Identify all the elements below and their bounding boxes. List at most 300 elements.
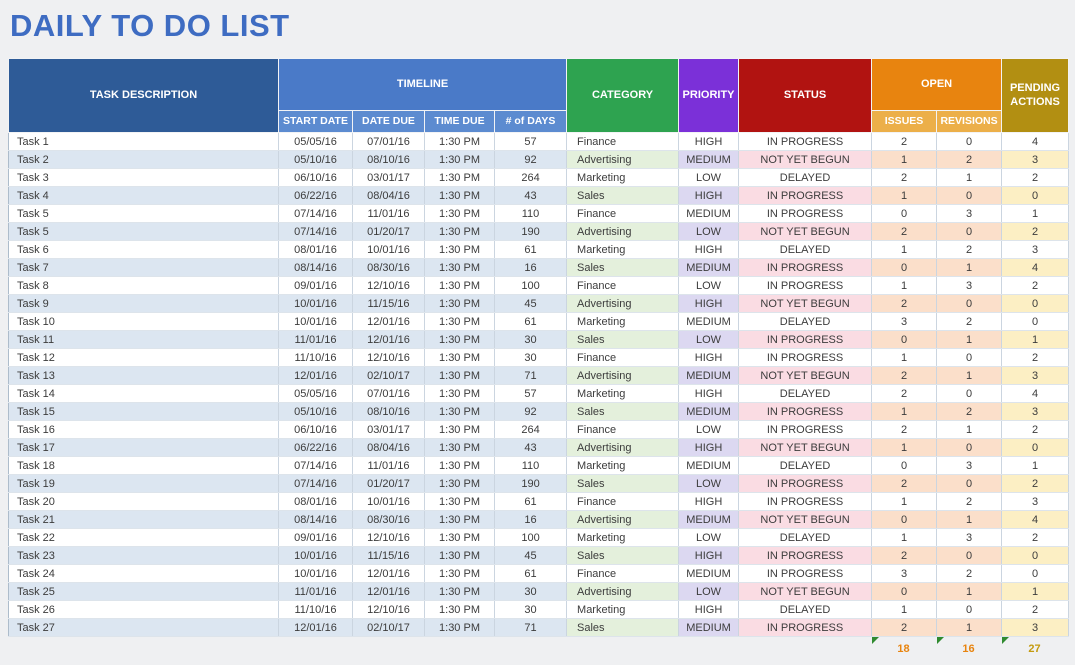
cell-date-due[interactable]: 02/10/17 bbox=[353, 367, 425, 385]
cell-date-due[interactable]: 12/10/16 bbox=[353, 601, 425, 619]
cell-revisions[interactable]: 2 bbox=[937, 313, 1002, 331]
cell-issues[interactable]: 2 bbox=[872, 367, 937, 385]
cell-pending-actions[interactable]: 0 bbox=[1002, 187, 1069, 205]
cell-date-due[interactable]: 08/30/16 bbox=[353, 259, 425, 277]
cell-priority[interactable]: MEDIUM bbox=[679, 205, 739, 223]
total-issues-cell[interactable] bbox=[871, 637, 936, 661]
cell-date-due[interactable]: 03/01/17 bbox=[353, 421, 425, 439]
cell-time-due[interactable]: 1:30 PM bbox=[425, 187, 495, 205]
cell-category[interactable]: Finance bbox=[567, 493, 679, 511]
cell-pending-actions[interactable]: 2 bbox=[1002, 421, 1069, 439]
cell-priority[interactable]: MEDIUM bbox=[679, 259, 739, 277]
cell-date-due[interactable]: 12/01/16 bbox=[353, 583, 425, 601]
cell-category[interactable]: Finance bbox=[567, 205, 679, 223]
cell-num-days[interactable]: 92 bbox=[495, 151, 567, 169]
cell-revisions[interactable]: 0 bbox=[937, 475, 1002, 493]
cell-revisions[interactable]: 0 bbox=[937, 295, 1002, 313]
cell-time-due[interactable]: 1:30 PM bbox=[425, 583, 495, 601]
cell-category[interactable]: Finance bbox=[567, 565, 679, 583]
cell-category[interactable]: Advertising bbox=[567, 223, 679, 241]
cell-date-due[interactable]: 11/15/16 bbox=[353, 547, 425, 565]
cell-category[interactable]: Advertising bbox=[567, 583, 679, 601]
cell-status[interactable]: NOT YET BEGUN bbox=[739, 223, 872, 241]
cell-revisions[interactable]: 2 bbox=[937, 151, 1002, 169]
cell-start-date[interactable]: 10/01/16 bbox=[279, 313, 353, 331]
cell-task-description[interactable]: Task 16 bbox=[9, 421, 279, 439]
cell-category[interactable]: Sales bbox=[567, 259, 679, 277]
cell-task-description[interactable]: Task 1 bbox=[9, 133, 279, 151]
cell-status[interactable]: NOT YET BEGUN bbox=[739, 295, 872, 313]
cell-priority[interactable]: HIGH bbox=[679, 295, 739, 313]
cell-status[interactable]: IN PROGRESS bbox=[739, 259, 872, 277]
cell-time-due[interactable]: 1:30 PM bbox=[425, 511, 495, 529]
cell-category[interactable]: Sales bbox=[567, 403, 679, 421]
cell-pending-actions[interactable]: 0 bbox=[1002, 547, 1069, 565]
cell-priority[interactable]: MEDIUM bbox=[679, 511, 739, 529]
cell-pending-actions[interactable]: 2 bbox=[1002, 169, 1069, 187]
cell-num-days[interactable]: 92 bbox=[495, 403, 567, 421]
cell-status[interactable]: IN PROGRESS bbox=[739, 187, 872, 205]
cell-status[interactable]: IN PROGRESS bbox=[739, 493, 872, 511]
cell-time-due[interactable]: 1:30 PM bbox=[425, 475, 495, 493]
cell-num-days[interactable]: 190 bbox=[495, 475, 567, 493]
cell-time-due[interactable]: 1:30 PM bbox=[425, 385, 495, 403]
cell-revisions[interactable]: 3 bbox=[937, 529, 1002, 547]
cell-priority[interactable]: MEDIUM bbox=[679, 151, 739, 169]
cell-start-date[interactable]: 06/22/16 bbox=[279, 439, 353, 457]
cell-start-date[interactable]: 10/01/16 bbox=[279, 565, 353, 583]
cell-issues[interactable]: 3 bbox=[872, 565, 937, 583]
cell-pending-actions[interactable]: 3 bbox=[1002, 367, 1069, 385]
cell-time-due[interactable]: 1:30 PM bbox=[425, 619, 495, 637]
cell-date-due[interactable]: 12/10/16 bbox=[353, 277, 425, 295]
cell-issues[interactable]: 0 bbox=[872, 259, 937, 277]
cell-start-date[interactable]: 09/01/16 bbox=[279, 277, 353, 295]
cell-time-due[interactable]: 1:30 PM bbox=[425, 529, 495, 547]
cell-date-due[interactable]: 12/01/16 bbox=[353, 565, 425, 583]
cell-date-due[interactable]: 02/10/17 bbox=[353, 619, 425, 637]
cell-task-description[interactable]: Task 21 bbox=[9, 511, 279, 529]
cell-start-date[interactable]: 06/22/16 bbox=[279, 187, 353, 205]
cell-start-date[interactable]: 10/01/16 bbox=[279, 295, 353, 313]
cell-issues[interactable]: 1 bbox=[872, 151, 937, 169]
cell-revisions[interactable]: 0 bbox=[937, 349, 1002, 367]
cell-status[interactable]: DELAYED bbox=[739, 241, 872, 259]
cell-task-description[interactable]: Task 19 bbox=[9, 475, 279, 493]
cell-time-due[interactable]: 1:30 PM bbox=[425, 367, 495, 385]
cell-task-description[interactable]: Task 24 bbox=[9, 565, 279, 583]
cell-start-date[interactable]: 06/10/16 bbox=[279, 169, 353, 187]
cell-time-due[interactable]: 1:30 PM bbox=[425, 241, 495, 259]
cell-num-days[interactable]: 264 bbox=[495, 169, 567, 187]
cell-time-due[interactable]: 1:30 PM bbox=[425, 277, 495, 295]
cell-issues[interactable]: 0 bbox=[872, 205, 937, 223]
cell-pending-actions[interactable]: 0 bbox=[1002, 439, 1069, 457]
cell-num-days[interactable]: 100 bbox=[495, 277, 567, 295]
cell-pending-actions[interactable]: 0 bbox=[1002, 313, 1069, 331]
cell-status[interactable]: NOT YET BEGUN bbox=[739, 151, 872, 169]
cell-category[interactable]: Marketing bbox=[567, 385, 679, 403]
cell-revisions[interactable]: 0 bbox=[937, 385, 1002, 403]
cell-task-description[interactable]: Task 2 bbox=[9, 151, 279, 169]
cell-date-due[interactable]: 08/10/16 bbox=[353, 151, 425, 169]
cell-time-due[interactable]: 1:30 PM bbox=[425, 421, 495, 439]
cell-start-date[interactable]: 10/01/16 bbox=[279, 547, 353, 565]
cell-category[interactable]: Marketing bbox=[567, 601, 679, 619]
cell-pending-actions[interactable]: 3 bbox=[1002, 403, 1069, 421]
cell-time-due[interactable]: 1:30 PM bbox=[425, 295, 495, 313]
cell-time-due[interactable]: 1:30 PM bbox=[425, 205, 495, 223]
cell-start-date[interactable]: 12/01/16 bbox=[279, 619, 353, 637]
cell-num-days[interactable]: 61 bbox=[495, 241, 567, 259]
cell-num-days[interactable]: 61 bbox=[495, 565, 567, 583]
cell-priority[interactable]: LOW bbox=[679, 223, 739, 241]
cell-priority[interactable]: HIGH bbox=[679, 133, 739, 151]
cell-time-due[interactable]: 1:30 PM bbox=[425, 457, 495, 475]
cell-status[interactable]: DELAYED bbox=[739, 385, 872, 403]
cell-start-date[interactable]: 08/01/16 bbox=[279, 493, 353, 511]
cell-num-days[interactable]: 16 bbox=[495, 511, 567, 529]
cell-num-days[interactable]: 30 bbox=[495, 583, 567, 601]
cell-priority[interactable]: LOW bbox=[679, 169, 739, 187]
cell-issues[interactable]: 1 bbox=[872, 241, 937, 259]
cell-revisions[interactable]: 1 bbox=[937, 259, 1002, 277]
cell-date-due[interactable]: 07/01/16 bbox=[353, 385, 425, 403]
cell-revisions[interactable]: 1 bbox=[937, 367, 1002, 385]
cell-pending-actions[interactable]: 2 bbox=[1002, 223, 1069, 241]
cell-revisions[interactable]: 1 bbox=[937, 169, 1002, 187]
cell-start-date[interactable]: 05/05/16 bbox=[279, 133, 353, 151]
cell-pending-actions[interactable]: 3 bbox=[1002, 493, 1069, 511]
cell-revisions[interactable]: 0 bbox=[937, 133, 1002, 151]
cell-category[interactable]: Marketing bbox=[567, 313, 679, 331]
cell-status[interactable]: IN PROGRESS bbox=[739, 475, 872, 493]
cell-revisions[interactable]: 0 bbox=[937, 223, 1002, 241]
cell-category[interactable]: Advertising bbox=[567, 151, 679, 169]
cell-category[interactable]: Marketing bbox=[567, 457, 679, 475]
cell-priority[interactable]: MEDIUM bbox=[679, 403, 739, 421]
cell-category[interactable]: Sales bbox=[567, 331, 679, 349]
cell-time-due[interactable]: 1:30 PM bbox=[425, 403, 495, 421]
cell-date-due[interactable]: 12/10/16 bbox=[353, 529, 425, 547]
cell-num-days[interactable]: 30 bbox=[495, 349, 567, 367]
cell-revisions[interactable]: 0 bbox=[937, 601, 1002, 619]
cell-priority[interactable]: MEDIUM bbox=[679, 565, 739, 583]
cell-date-due[interactable]: 07/01/16 bbox=[353, 133, 425, 151]
cell-pending-actions[interactable]: 3 bbox=[1002, 241, 1069, 259]
cell-pending-actions[interactable]: 1 bbox=[1002, 583, 1069, 601]
cell-task-description[interactable]: Task 17 bbox=[9, 439, 279, 457]
cell-status[interactable]: IN PROGRESS bbox=[739, 133, 872, 151]
cell-task-description[interactable]: Task 18 bbox=[9, 457, 279, 475]
cell-status[interactable]: NOT YET BEGUN bbox=[739, 439, 872, 457]
cell-priority[interactable]: LOW bbox=[679, 583, 739, 601]
cell-date-due[interactable]: 08/04/16 bbox=[353, 439, 425, 457]
cell-issues[interactable]: 1 bbox=[872, 529, 937, 547]
cell-num-days[interactable]: 45 bbox=[495, 295, 567, 313]
cell-priority[interactable]: LOW bbox=[679, 421, 739, 439]
cell-pending-actions[interactable]: 4 bbox=[1002, 133, 1069, 151]
cell-start-date[interactable]: 07/14/16 bbox=[279, 223, 353, 241]
cell-status[interactable]: DELAYED bbox=[739, 529, 872, 547]
cell-time-due[interactable]: 1:30 PM bbox=[425, 493, 495, 511]
cell-status[interactable]: DELAYED bbox=[739, 457, 872, 475]
cell-start-date[interactable]: 11/10/16 bbox=[279, 349, 353, 367]
cell-category[interactable]: Advertising bbox=[567, 367, 679, 385]
cell-category[interactable]: Finance bbox=[567, 421, 679, 439]
cell-priority[interactable]: HIGH bbox=[679, 601, 739, 619]
cell-issues[interactable]: 1 bbox=[872, 277, 937, 295]
cell-task-description[interactable]: Task 22 bbox=[9, 529, 279, 547]
cell-revisions[interactable]: 1 bbox=[937, 511, 1002, 529]
cell-task-description[interactable]: Task 7 bbox=[9, 259, 279, 277]
cell-num-days[interactable]: 43 bbox=[495, 187, 567, 205]
cell-revisions[interactable]: 1 bbox=[937, 421, 1002, 439]
cell-status[interactable]: NOT YET BEGUN bbox=[739, 367, 872, 385]
cell-issues[interactable]: 2 bbox=[872, 619, 937, 637]
cell-issues[interactable]: 2 bbox=[872, 421, 937, 439]
cell-date-due[interactable]: 08/30/16 bbox=[353, 511, 425, 529]
cell-task-description[interactable]: Task 20 bbox=[9, 493, 279, 511]
cell-status[interactable]: IN PROGRESS bbox=[739, 619, 872, 637]
cell-num-days[interactable]: 71 bbox=[495, 367, 567, 385]
cell-start-date[interactable]: 07/14/16 bbox=[279, 457, 353, 475]
cell-category[interactable]: Finance bbox=[567, 349, 679, 367]
cell-revisions[interactable]: 1 bbox=[937, 583, 1002, 601]
cell-start-date[interactable]: 12/01/16 bbox=[279, 367, 353, 385]
cell-priority[interactable]: MEDIUM bbox=[679, 313, 739, 331]
cell-task-description[interactable]: Task 26 bbox=[9, 601, 279, 619]
cell-num-days[interactable]: 110 bbox=[495, 457, 567, 475]
cell-revisions[interactable]: 2 bbox=[937, 493, 1002, 511]
cell-start-date[interactable]: 09/01/16 bbox=[279, 529, 353, 547]
cell-num-days[interactable]: 61 bbox=[495, 313, 567, 331]
cell-date-due[interactable]: 08/10/16 bbox=[353, 403, 425, 421]
cell-issues[interactable]: 1 bbox=[872, 439, 937, 457]
cell-category[interactable]: Sales bbox=[567, 475, 679, 493]
cell-status[interactable]: IN PROGRESS bbox=[739, 331, 872, 349]
cell-time-due[interactable]: 1:30 PM bbox=[425, 331, 495, 349]
cell-issues[interactable]: 0 bbox=[872, 511, 937, 529]
cell-priority[interactable]: HIGH bbox=[679, 385, 739, 403]
cell-category[interactable]: Advertising bbox=[567, 511, 679, 529]
cell-task-description[interactable]: Task 4 bbox=[9, 187, 279, 205]
cell-start-date[interactable]: 11/01/16 bbox=[279, 331, 353, 349]
cell-revisions[interactable]: 0 bbox=[937, 439, 1002, 457]
cell-status[interactable]: DELAYED bbox=[739, 313, 872, 331]
cell-date-due[interactable]: 10/01/16 bbox=[353, 493, 425, 511]
cell-status[interactable]: IN PROGRESS bbox=[739, 349, 872, 367]
cell-pending-actions[interactable]: 0 bbox=[1002, 295, 1069, 313]
cell-revisions[interactable]: 3 bbox=[937, 205, 1002, 223]
cell-priority[interactable]: HIGH bbox=[679, 547, 739, 565]
cell-revisions[interactable]: 3 bbox=[937, 277, 1002, 295]
cell-revisions[interactable]: 0 bbox=[937, 187, 1002, 205]
cell-priority[interactable]: MEDIUM bbox=[679, 619, 739, 637]
cell-priority[interactable]: HIGH bbox=[679, 439, 739, 457]
cell-pending-actions[interactable]: 2 bbox=[1002, 475, 1069, 493]
cell-issues[interactable]: 1 bbox=[872, 403, 937, 421]
cell-time-due[interactable]: 1:30 PM bbox=[425, 349, 495, 367]
cell-issues[interactable]: 2 bbox=[872, 475, 937, 493]
cell-num-days[interactable]: 45 bbox=[495, 547, 567, 565]
cell-category[interactable]: Sales bbox=[567, 187, 679, 205]
cell-issues[interactable]: 1 bbox=[872, 187, 937, 205]
cell-category[interactable]: Advertising bbox=[567, 295, 679, 313]
cell-start-date[interactable]: 08/01/16 bbox=[279, 241, 353, 259]
cell-status[interactable]: IN PROGRESS bbox=[739, 421, 872, 439]
cell-time-due[interactable]: 1:30 PM bbox=[425, 547, 495, 565]
cell-status[interactable]: NOT YET BEGUN bbox=[739, 511, 872, 529]
cell-pending-actions[interactable]: 1 bbox=[1002, 331, 1069, 349]
cell-time-due[interactable]: 1:30 PM bbox=[425, 313, 495, 331]
cell-time-due[interactable]: 1:30 PM bbox=[425, 601, 495, 619]
cell-issues[interactable]: 1 bbox=[872, 601, 937, 619]
total-revisions-cell[interactable] bbox=[936, 637, 1001, 661]
cell-pending-actions[interactable]: 0 bbox=[1002, 565, 1069, 583]
cell-category[interactable]: Advertising bbox=[567, 439, 679, 457]
cell-revisions[interactable]: 2 bbox=[937, 565, 1002, 583]
cell-start-date[interactable]: 05/10/16 bbox=[279, 403, 353, 421]
cell-task-description[interactable]: Task 5 bbox=[9, 223, 279, 241]
cell-category[interactable]: Finance bbox=[567, 277, 679, 295]
cell-start-date[interactable]: 05/10/16 bbox=[279, 151, 353, 169]
cell-status[interactable]: IN PROGRESS bbox=[739, 547, 872, 565]
cell-time-due[interactable]: 1:30 PM bbox=[425, 133, 495, 151]
cell-pending-actions[interactable]: 2 bbox=[1002, 529, 1069, 547]
cell-category[interactable]: Marketing bbox=[567, 241, 679, 259]
cell-category[interactable]: Sales bbox=[567, 547, 679, 565]
cell-time-due[interactable]: 1:30 PM bbox=[425, 151, 495, 169]
cell-time-due[interactable]: 1:30 PM bbox=[425, 259, 495, 277]
cell-revisions[interactable]: 2 bbox=[937, 241, 1002, 259]
cell-date-due[interactable]: 10/01/16 bbox=[353, 241, 425, 259]
cell-category[interactable]: Finance bbox=[567, 133, 679, 151]
cell-issues[interactable]: 2 bbox=[872, 133, 937, 151]
cell-task-description[interactable]: Task 23 bbox=[9, 547, 279, 565]
cell-start-date[interactable]: 07/14/16 bbox=[279, 205, 353, 223]
cell-priority[interactable]: HIGH bbox=[679, 349, 739, 367]
cell-num-days[interactable]: 16 bbox=[495, 259, 567, 277]
cell-pending-actions[interactable]: 2 bbox=[1002, 349, 1069, 367]
cell-num-days[interactable]: 57 bbox=[495, 385, 567, 403]
cell-issues[interactable]: 2 bbox=[872, 223, 937, 241]
cell-start-date[interactable]: 11/01/16 bbox=[279, 583, 353, 601]
cell-status[interactable]: NOT YET BEGUN bbox=[739, 583, 872, 601]
cell-task-description[interactable]: Task 12 bbox=[9, 349, 279, 367]
cell-task-description[interactable]: Task 25 bbox=[9, 583, 279, 601]
cell-status[interactable]: IN PROGRESS bbox=[739, 277, 872, 295]
cell-task-description[interactable]: Task 6 bbox=[9, 241, 279, 259]
cell-start-date[interactable]: 08/14/16 bbox=[279, 259, 353, 277]
cell-priority[interactable]: HIGH bbox=[679, 241, 739, 259]
cell-issues[interactable]: 1 bbox=[872, 493, 937, 511]
cell-num-days[interactable]: 100 bbox=[495, 529, 567, 547]
cell-category[interactable]: Marketing bbox=[567, 169, 679, 187]
cell-priority[interactable]: LOW bbox=[679, 475, 739, 493]
cell-num-days[interactable]: 71 bbox=[495, 619, 567, 637]
cell-start-date[interactable]: 06/10/16 bbox=[279, 421, 353, 439]
cell-num-days[interactable]: 110 bbox=[495, 205, 567, 223]
cell-priority[interactable]: MEDIUM bbox=[679, 457, 739, 475]
cell-start-date[interactable]: 07/14/16 bbox=[279, 475, 353, 493]
cell-date-due[interactable]: 11/01/16 bbox=[353, 205, 425, 223]
cell-pending-actions[interactable]: 3 bbox=[1002, 619, 1069, 637]
cell-pending-actions[interactable]: 4 bbox=[1002, 385, 1069, 403]
cell-pending-actions[interactable]: 2 bbox=[1002, 601, 1069, 619]
cell-status[interactable]: DELAYED bbox=[739, 601, 872, 619]
cell-num-days[interactable]: 264 bbox=[495, 421, 567, 439]
cell-date-due[interactable]: 11/15/16 bbox=[353, 295, 425, 313]
cell-date-due[interactable]: 11/01/16 bbox=[353, 457, 425, 475]
cell-task-description[interactable]: Task 5 bbox=[9, 205, 279, 223]
cell-num-days[interactable]: 43 bbox=[495, 439, 567, 457]
cell-num-days[interactable]: 190 bbox=[495, 223, 567, 241]
cell-pending-actions[interactable]: 2 bbox=[1002, 277, 1069, 295]
cell-issues[interactable]: 1 bbox=[872, 349, 937, 367]
cell-num-days[interactable]: 30 bbox=[495, 331, 567, 349]
cell-priority[interactable]: LOW bbox=[679, 277, 739, 295]
cell-date-due[interactable]: 12/01/16 bbox=[353, 331, 425, 349]
cell-task-description[interactable]: Task 14 bbox=[9, 385, 279, 403]
cell-pending-actions[interactable]: 4 bbox=[1002, 511, 1069, 529]
cell-revisions[interactable]: 0 bbox=[937, 547, 1002, 565]
cell-date-due[interactable]: 12/01/16 bbox=[353, 313, 425, 331]
cell-status[interactable]: IN PROGRESS bbox=[739, 403, 872, 421]
cell-revisions[interactable]: 2 bbox=[937, 403, 1002, 421]
cell-status[interactable]: IN PROGRESS bbox=[739, 205, 872, 223]
total-pending-actions-cell[interactable] bbox=[1001, 637, 1068, 661]
cell-status[interactable]: DELAYED bbox=[739, 169, 872, 187]
cell-num-days[interactable]: 30 bbox=[495, 601, 567, 619]
cell-issues[interactable]: 2 bbox=[872, 547, 937, 565]
cell-start-date[interactable]: 05/05/16 bbox=[279, 385, 353, 403]
cell-date-due[interactable]: 08/04/16 bbox=[353, 187, 425, 205]
cell-num-days[interactable]: 61 bbox=[495, 493, 567, 511]
cell-task-description[interactable]: Task 27 bbox=[9, 619, 279, 637]
cell-date-due[interactable]: 01/20/17 bbox=[353, 223, 425, 241]
cell-issues[interactable]: 2 bbox=[872, 169, 937, 187]
cell-task-description[interactable]: Task 10 bbox=[9, 313, 279, 331]
cell-task-description[interactable]: Task 13 bbox=[9, 367, 279, 385]
cell-priority[interactable]: LOW bbox=[679, 529, 739, 547]
cell-issues[interactable]: 2 bbox=[872, 385, 937, 403]
cell-task-description[interactable]: Task 11 bbox=[9, 331, 279, 349]
cell-pending-actions[interactable]: 1 bbox=[1002, 457, 1069, 475]
cell-revisions[interactable]: 3 bbox=[937, 457, 1002, 475]
cell-pending-actions[interactable]: 3 bbox=[1002, 151, 1069, 169]
cell-issues[interactable]: 0 bbox=[872, 457, 937, 475]
cell-start-date[interactable]: 08/14/16 bbox=[279, 511, 353, 529]
cell-priority[interactable]: MEDIUM bbox=[679, 367, 739, 385]
cell-issues[interactable]: 0 bbox=[872, 331, 937, 349]
cell-time-due[interactable]: 1:30 PM bbox=[425, 565, 495, 583]
cell-task-description[interactable]: Task 8 bbox=[9, 277, 279, 295]
cell-priority[interactable]: HIGH bbox=[679, 187, 739, 205]
cell-num-days[interactable]: 57 bbox=[495, 133, 567, 151]
cell-date-due[interactable]: 03/01/17 bbox=[353, 169, 425, 187]
cell-issues[interactable]: 2 bbox=[872, 295, 937, 313]
cell-time-due[interactable]: 1:30 PM bbox=[425, 223, 495, 241]
cell-status[interactable]: IN PROGRESS bbox=[739, 565, 872, 583]
cell-priority[interactable]: LOW bbox=[679, 331, 739, 349]
cell-revisions[interactable]: 1 bbox=[937, 331, 1002, 349]
cell-category[interactable]: Marketing bbox=[567, 529, 679, 547]
cell-task-description[interactable]: Task 15 bbox=[9, 403, 279, 421]
cell-start-date[interactable]: 11/10/16 bbox=[279, 601, 353, 619]
cell-date-due[interactable]: 01/20/17 bbox=[353, 475, 425, 493]
cell-priority[interactable]: HIGH bbox=[679, 493, 739, 511]
